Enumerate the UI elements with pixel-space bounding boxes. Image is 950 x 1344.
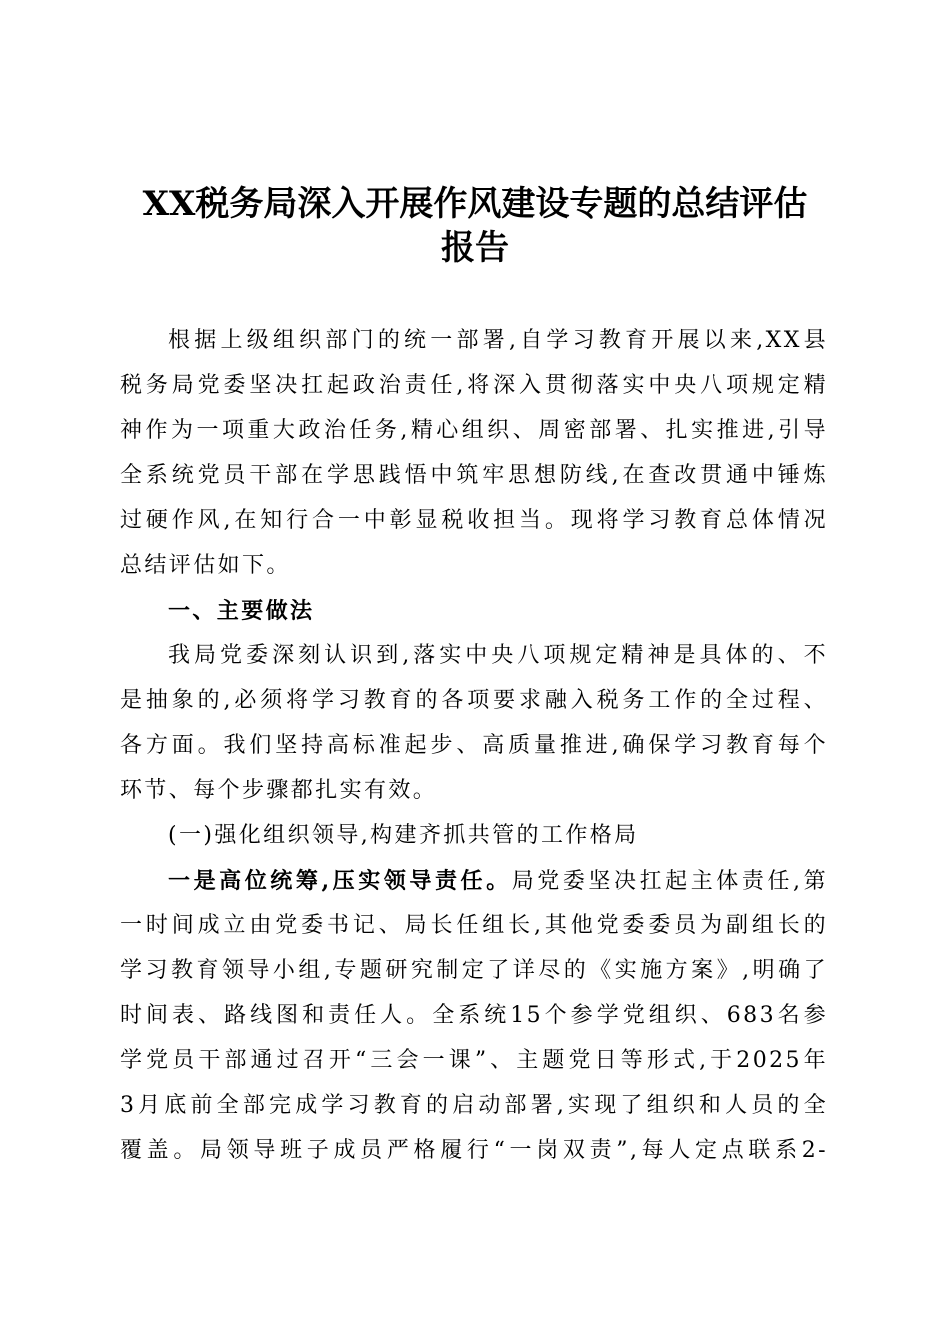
- section1-line-1: 我局党委深刻认识到,落实中央八项规定精神是具体的、不: [168, 643, 828, 668]
- subsection-heading-organization: (一)强化组织领导,构建齐抓共管的工作格局: [168, 823, 639, 848]
- section-heading-main-practices: 一、主要做法: [168, 598, 315, 624]
- point1-line-5: 学党员干部通过召开“三会一课”、主题党日等形式,于2025年: [120, 1048, 828, 1073]
- intro-line-6: 总结评估如下。: [120, 553, 291, 578]
- intro-line-1: 根据上级组织部门的统一部署,自学习教育开展以来,XX县: [168, 328, 828, 353]
- section1-line-2: 是抽象的,必须将学习教育的各项要求融入税务工作的全过程、: [120, 688, 828, 713]
- intro-line-5: 过硬作风,在知行合一中彰显税收担当。现将学习教育总体情况: [120, 508, 828, 533]
- point1-line-1: [168, 866, 828, 897]
- point1-line-3: 学习教育领导小组,专题研究制定了详尽的《实施方案》,明确了: [120, 958, 828, 983]
- point1-line-2: 一时间成立由党委书记、局长任组长,其他党委委员为副组长的: [120, 913, 828, 938]
- section1-line-4: 环节、每个步骤都扎实有效。: [120, 778, 438, 803]
- point1-lead: 一是高位统筹,压实领导责任。: [168, 868, 512, 894]
- point1-line-6: 3月底前全部完成学习教育的启动部署,实现了组织和人员的全: [120, 1093, 828, 1118]
- document-title-line-1: XX税务局深入开展作风建设专题的总结评估: [142, 184, 808, 224]
- point1-line-7: 覆盖。局领导班子成员严格履行“一岗双责”,每人定点联系2-: [120, 1138, 828, 1163]
- point1-line-4: 时间表、路线图和责任人。全系统15个参学党组织、683名参: [120, 1003, 828, 1028]
- point1-first-rest: 局党委坚决扛起主体责任,第: [511, 869, 828, 894]
- intro-line-2: 税务局党委坚决扛起政治责任,将深入贯彻落实中央八项规定精: [120, 373, 828, 398]
- intro-line-4: 全系统党员干部在学思践悟中筑牢思想防线,在查改贯通中锤炼: [120, 463, 828, 488]
- document-title-line-2: 报告: [441, 228, 509, 268]
- intro-line-3: 神作为一项重大政治任务,精心组织、周密部署、扎实推进,引导: [120, 418, 828, 443]
- section1-line-3: 各方面。我们坚持高标准起步、高质量推进,确保学习教育每个: [120, 733, 828, 758]
